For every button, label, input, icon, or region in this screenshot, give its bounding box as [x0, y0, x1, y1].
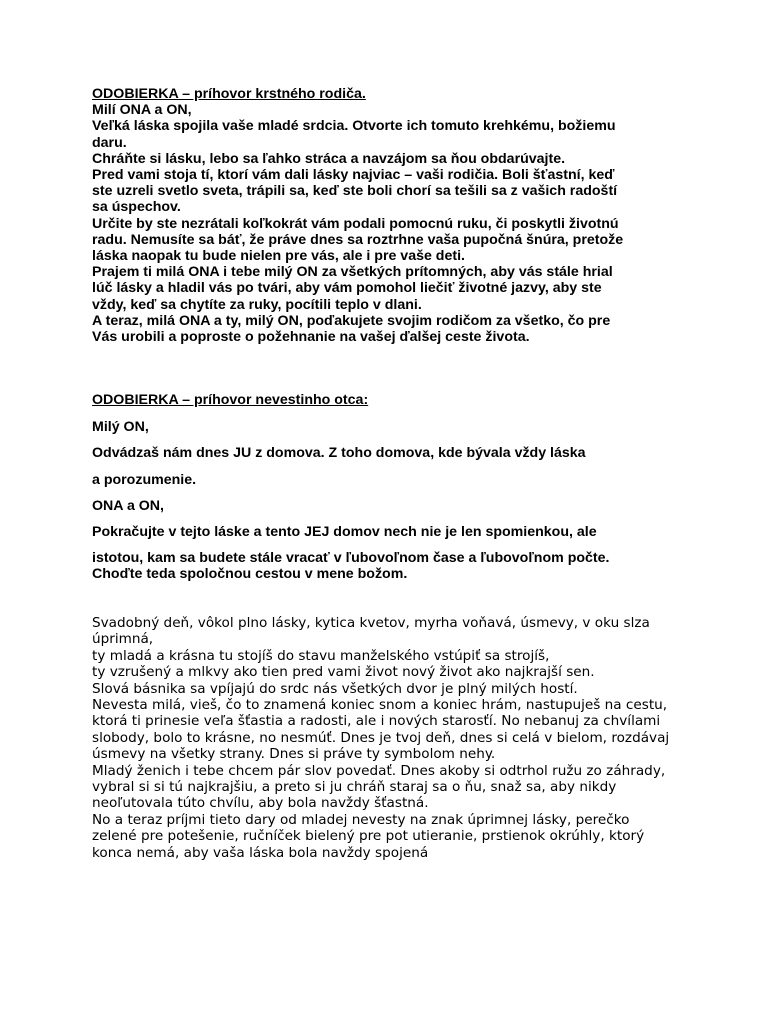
- text-line: Milí ONA a ON,: [92, 102, 192, 119]
- text-line: zelené pre potešenie, ručníček bielený pre pot utieranie, prstienok okrúhly, ktorý: [92, 828, 645, 845]
- text-line: neoľutovala túto chvílu, aby bola navždy šťastná.: [92, 795, 429, 812]
- text-line: slobody, bolo to krásne, no nesmúť. Dnes je tvoj deň, dnes si celá v bielom, rozdávaj: [92, 729, 670, 746]
- text-line: Mladý ženich i tebe chcem pár slov povedať. Dnes akoby si odtrhol ružu zo záhrady,: [92, 762, 666, 779]
- paragraph: [92, 550, 692, 582]
- text-line: ty mladá a krásna tu stojíš do stavu manželského vstúpiť sa strojíš,: [92, 647, 550, 664]
- text-line: Prajem ti milá ONA i tebe milý ON za všetkých prítomných, aby vás stále hrial: [92, 264, 613, 281]
- paragraph: [92, 419, 692, 435]
- text-line: istotou, kam sa budete stále vracať v ľubovoľnom čase a ľubovoľnom počte.: [92, 550, 610, 567]
- svadobny-den-poem: [92, 615, 692, 861]
- paragraph: [92, 445, 692, 461]
- paragraph: [92, 524, 692, 540]
- text-line: ONA a ON,: [92, 497, 164, 514]
- text-line: Určite by ste nezrátali koľkokrát vám podali pomocnú ruku, či poskytli životnú: [92, 215, 619, 232]
- paragraph: [92, 498, 692, 514]
- text-line: vybral si si tú najkrajšiu, a preto si ju chráň staraj sa o ňu, snaž sa, aby nikdy: [92, 779, 617, 796]
- text-line: Pred vami stoja tí, ktorí vám dali lásky najviac – vaši rodičia. Boli šťastní, keď: [92, 167, 615, 184]
- text-line: Odvádzaš nám dnes JU z domova. Z toho domova, kde bývala vždy láska: [92, 445, 586, 462]
- text-line: ste uzreli svetlo sveta, trápili sa, keď ste boli chorí sa tešili sa z vašich radoští: [92, 183, 618, 200]
- text-line: lúč lásky a hladil vás po tvári, aby vám pomohol liečiť životné jazvy, aby ste: [92, 280, 602, 297]
- text-line: Slová básnika sa vpíjajú do srdc nás všetkých dvor je plný milých hostí.: [92, 680, 578, 697]
- text-line: Svadobný deň, vôkol plno lásky, kytica kvetov, myrha voňavá, úsmevy, v oku slza: [92, 615, 650, 631]
- text-line: vždy, keď sa chytíte za ruky, pocítili teplo v dlani.: [92, 296, 422, 313]
- section-heading: ODOBIERKA – príhovor krstného rodiča.: [92, 86, 366, 102]
- text-line: úprimná,: [92, 631, 154, 648]
- nevestin-otec-speech: [92, 392, 692, 583]
- text-line: Pokračujte v tejto láske a tento JEJ domov nech nie je len spomienkou, ale: [92, 524, 597, 541]
- text-line: Milý ON,: [92, 419, 149, 436]
- krstny-rodic-speech: [92, 86, 692, 345]
- text-line: daru.: [92, 134, 127, 151]
- text-line: Chráňte si lásku, lebo sa ľahko stráca a navzájom sa ňou obdarúvajte.: [92, 150, 566, 167]
- text-line: úsmevy na všetky strany. Dnes si práve ty symbolom nehy.: [92, 746, 496, 763]
- section-heading: ODOBIERKA – príhovor nevestinho otca:: [92, 392, 369, 408]
- text-line: konca nemá, aby vaša láska bola navždy spojená: [92, 844, 429, 861]
- text-line: Choďte teda spoločnou cestou v mene božom.: [92, 566, 408, 583]
- document-page: [92, 86, 692, 861]
- text-line: Veľká láska spojila vaše mladé srdcia. Otvorte ich tomuto krehkému, božiemu: [92, 118, 616, 135]
- paragraph: [92, 472, 692, 488]
- text-line: ty vzrušený a mlkvy ako tien pred vami život nový život ako najkrajší sen.: [92, 664, 595, 681]
- text-line: a porozumenie.: [92, 471, 197, 488]
- text-line: Vás urobili a poproste o požehnanie na vašej ďalšej ceste života.: [92, 329, 530, 346]
- text-line: No a teraz príjmi tieto dary od mladej nevesty na znak úprimnej lásky, perečko: [92, 811, 630, 828]
- text-line: Nevesta milá, vieš, čo to znamená koniec snom a koniec hrám, nastupuješ na cestu,: [92, 697, 668, 714]
- text-line: láska naopak tu bude nielen pre vás, ale i pre vaše deti.: [92, 248, 465, 265]
- text-line: ktorá ti prinesie veľa šťastia a radosti, ale i nových starosťí. No nebanuj za chvílami: [92, 713, 661, 730]
- text-line: sa úspechov.: [92, 199, 181, 216]
- text-line: radu. Nemusíte sa báť, že práve dnes sa roztrhne vaša pupočná šnúra, pretože: [92, 231, 624, 248]
- text-line: A teraz, milá ONA a ty, milý ON, poďakujete svojim rodičom za všetko, čo pre: [92, 312, 611, 329]
